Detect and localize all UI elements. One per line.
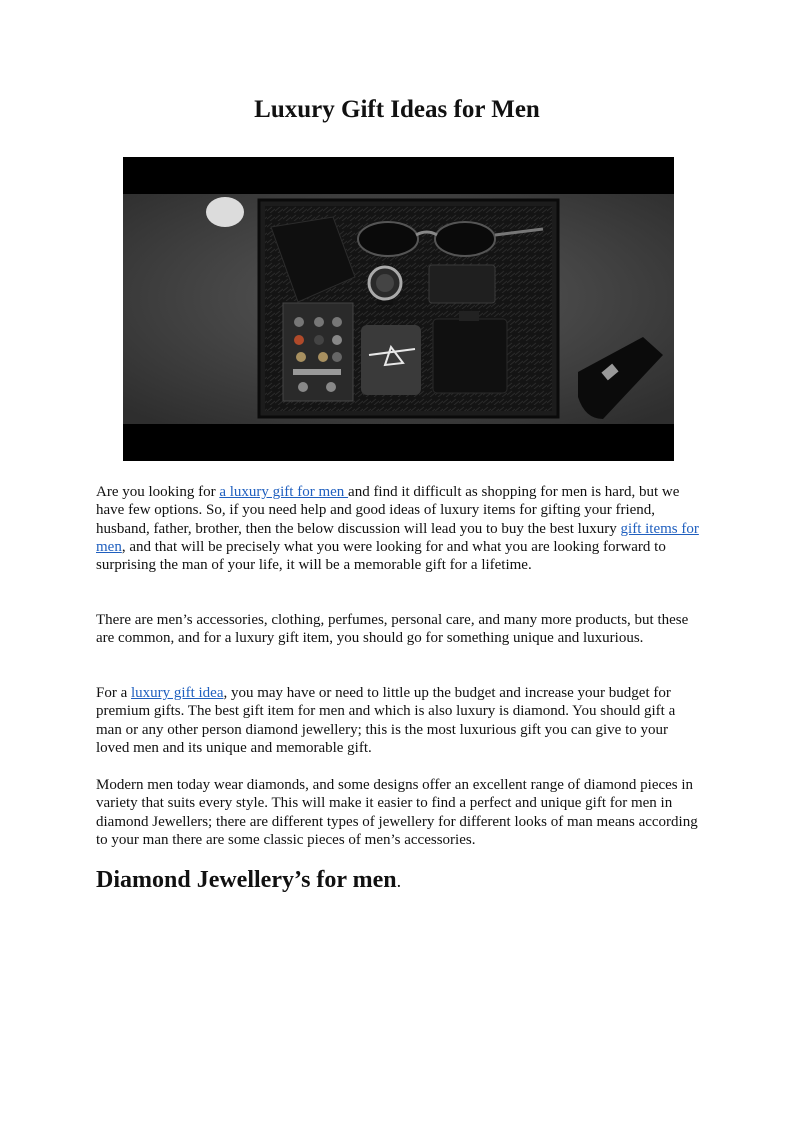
gift-box-image [123,157,674,461]
candle [206,197,244,227]
budget-paragraph [96,684,700,757]
luxury-gift-link[interactable]: a luxury gift for men [219,484,349,500]
page-title: Luxury Gift Ideas for Men [254,96,540,123]
section-heading-suffix: . [396,871,402,891]
paragraph-text: Are you looking for [96,484,220,500]
paragraph-text: Modern men today wear diamonds, and some designs offer an excellent range of diamond pieces in variety that suits every style. This will make it easier to find a perfect and unique gift for men in diamond Jewellers; there are different types of jewellery for different looks of man means according to your man there are some classic pieces of men’s accessories. [96,777,698,848]
paragraph-text: , and that will be precisely what you were looking for and what you are looking forward to surprising the man of your life, it will be a memorable gift for a lifetime. [96,538,666,574]
flask [433,319,507,393]
section-heading [96,867,401,894]
paragraph-text: , you may have or need to little up the budget and increase your budget for premium gifts. The best gift item for men and which is also luxury is diamond. You should gift a man or any other person diamond jewellery; this is the most luxurious gift you can give to your loved men and its unique and memorable gift. [96,685,676,756]
socks [361,325,421,395]
luxury-gift-idea-link[interactable]: luxury gift idea [131,685,224,701]
paragraph-text: and find it difficult as shopping for men is hard, but we have few options. So, if you need help and good ideas of luxury items for gifting your friend, husband, father, brother, then the below discussion will lead you to buy the best luxury [96,484,680,537]
gift-items-link[interactable]: gift items for men [96,520,699,555]
paragraph-text: For a [96,685,131,701]
wallet [429,265,495,303]
section-heading-text: Diamond Jewellery’s for men [96,867,397,893]
diamonds-paragraph [96,776,700,849]
accessories-paragraph [96,611,700,648]
paragraph-text: There are men’s accessories, clothing, perfumes, personal care, and many more products, but these are common, and for a luxury gift item, you should go for something unique and luxurious. [96,612,689,647]
intro-paragraph [96,483,700,574]
cufflink-tray [283,303,353,401]
